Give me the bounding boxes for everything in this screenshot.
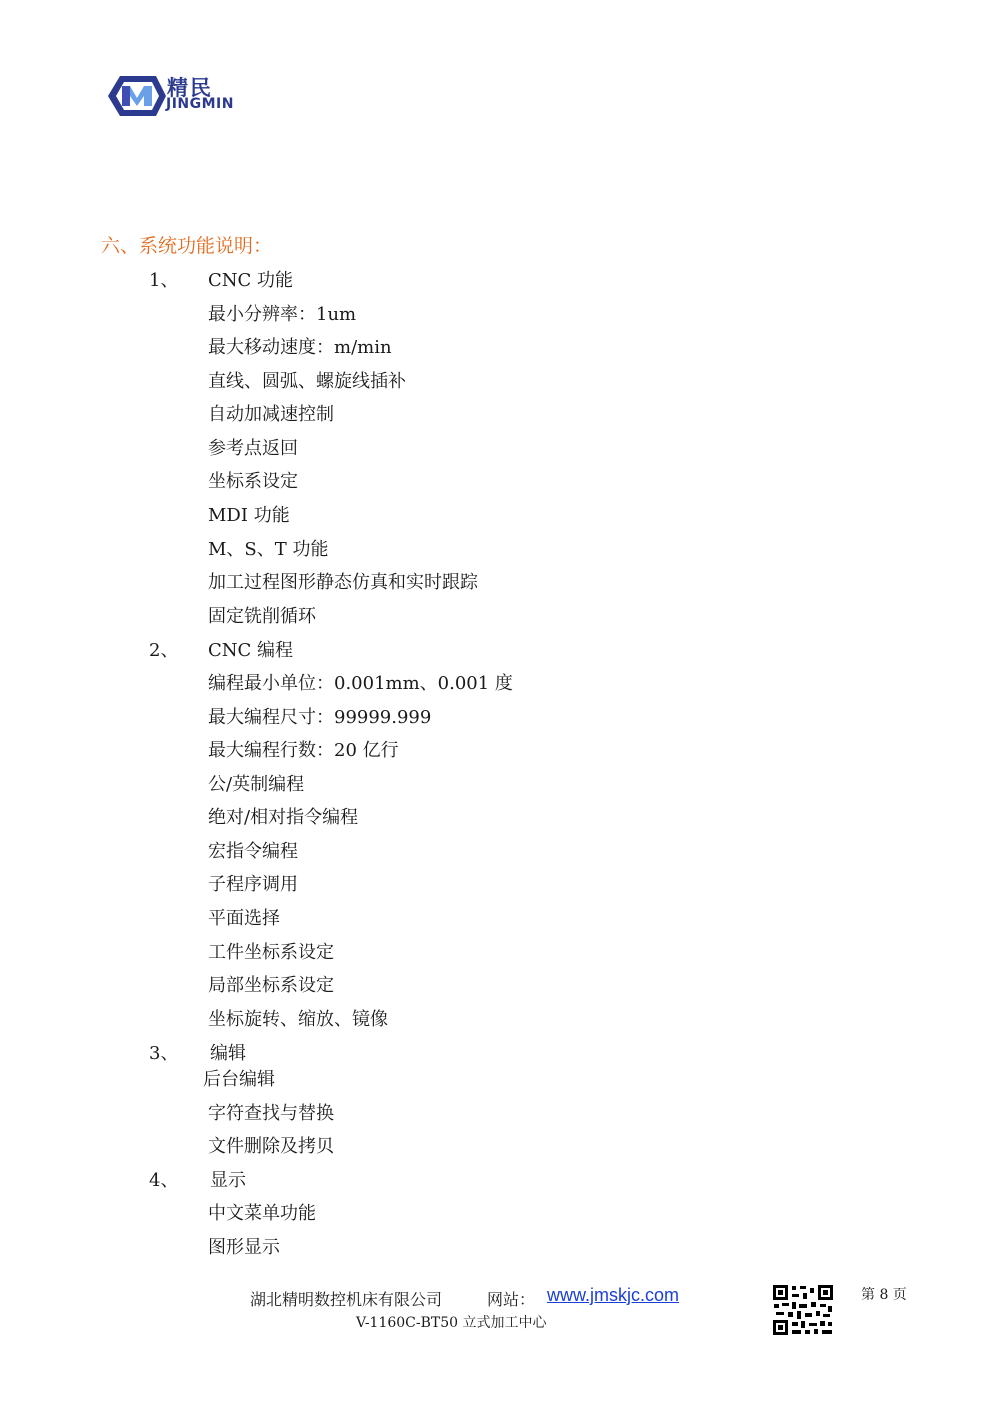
list-item: 图形显示: [208, 1237, 280, 1258]
section-number: 4、: [149, 1170, 179, 1191]
section-number: 1、: [149, 270, 179, 291]
page-number: 第 8 页: [861, 1287, 907, 1303]
list-item: 字符查找与替换: [208, 1103, 334, 1124]
section-number: 2、: [149, 640, 179, 661]
list-item: 坐标旋转、缩放、镜像: [208, 1009, 388, 1030]
list-item: 自动加减速控制: [208, 404, 334, 425]
footer-company-name: 湖北精明数控机床有限公司: [250, 1290, 443, 1309]
list-item: 最大移动速度：m/min: [208, 337, 392, 358]
list-item: 参考点返回: [208, 438, 298, 459]
list-item: MDI 功能: [208, 505, 290, 526]
footer-site-label: 网站：: [487, 1290, 536, 1309]
website-link[interactable]: www.jmskjc.com: [547, 1285, 680, 1305]
section-title: 六、系统功能说明：: [101, 235, 273, 257]
list-item: 最大编程尺寸：99999.999: [208, 707, 432, 728]
list-item: 工件坐标系设定: [208, 942, 334, 963]
list-item: 宏指令编程: [208, 841, 298, 862]
section-heading: 编辑: [210, 1043, 246, 1064]
list-item: 子程序调用: [208, 874, 298, 895]
list-item: 加工过程图形静态仿真和实时跟踪: [208, 572, 478, 593]
logo-english-text: JINGMIN: [166, 96, 234, 112]
list-item: 最小分辨率：1um: [208, 304, 357, 325]
list-item: 直线、圆弧、螺旋线插补: [208, 371, 406, 392]
section-heading: 显示: [210, 1170, 246, 1191]
list-item: 固定铣削循环: [208, 606, 316, 627]
list-item: 后台编辑: [203, 1069, 275, 1090]
section-number: 3、: [149, 1043, 179, 1064]
list-item: M、S、T 功能: [208, 539, 329, 560]
list-item: 文件删除及拷贝: [208, 1136, 334, 1157]
qr-code-icon: [772, 1284, 834, 1336]
section-heading: CNC 功能: [208, 270, 294, 291]
list-item: 平面选择: [208, 908, 280, 929]
logo-chinese-text: 精民: [167, 76, 213, 100]
list-item: 编程最小单位：0.001mm、0.001 度: [208, 673, 513, 694]
list-item: 绝对/相对指令编程: [208, 807, 359, 828]
footer-model-text: V-1160C-BT50 立式加工中心: [356, 1315, 547, 1331]
list-item: 中文菜单功能: [208, 1203, 316, 1224]
list-item: 最大编程行数：20 亿行: [208, 740, 399, 761]
list-item: 公/英制编程: [208, 774, 305, 795]
list-item: 坐标系设定: [208, 471, 298, 492]
section-heading: CNC 编程: [208, 640, 294, 661]
list-item: 局部坐标系设定: [208, 975, 334, 996]
